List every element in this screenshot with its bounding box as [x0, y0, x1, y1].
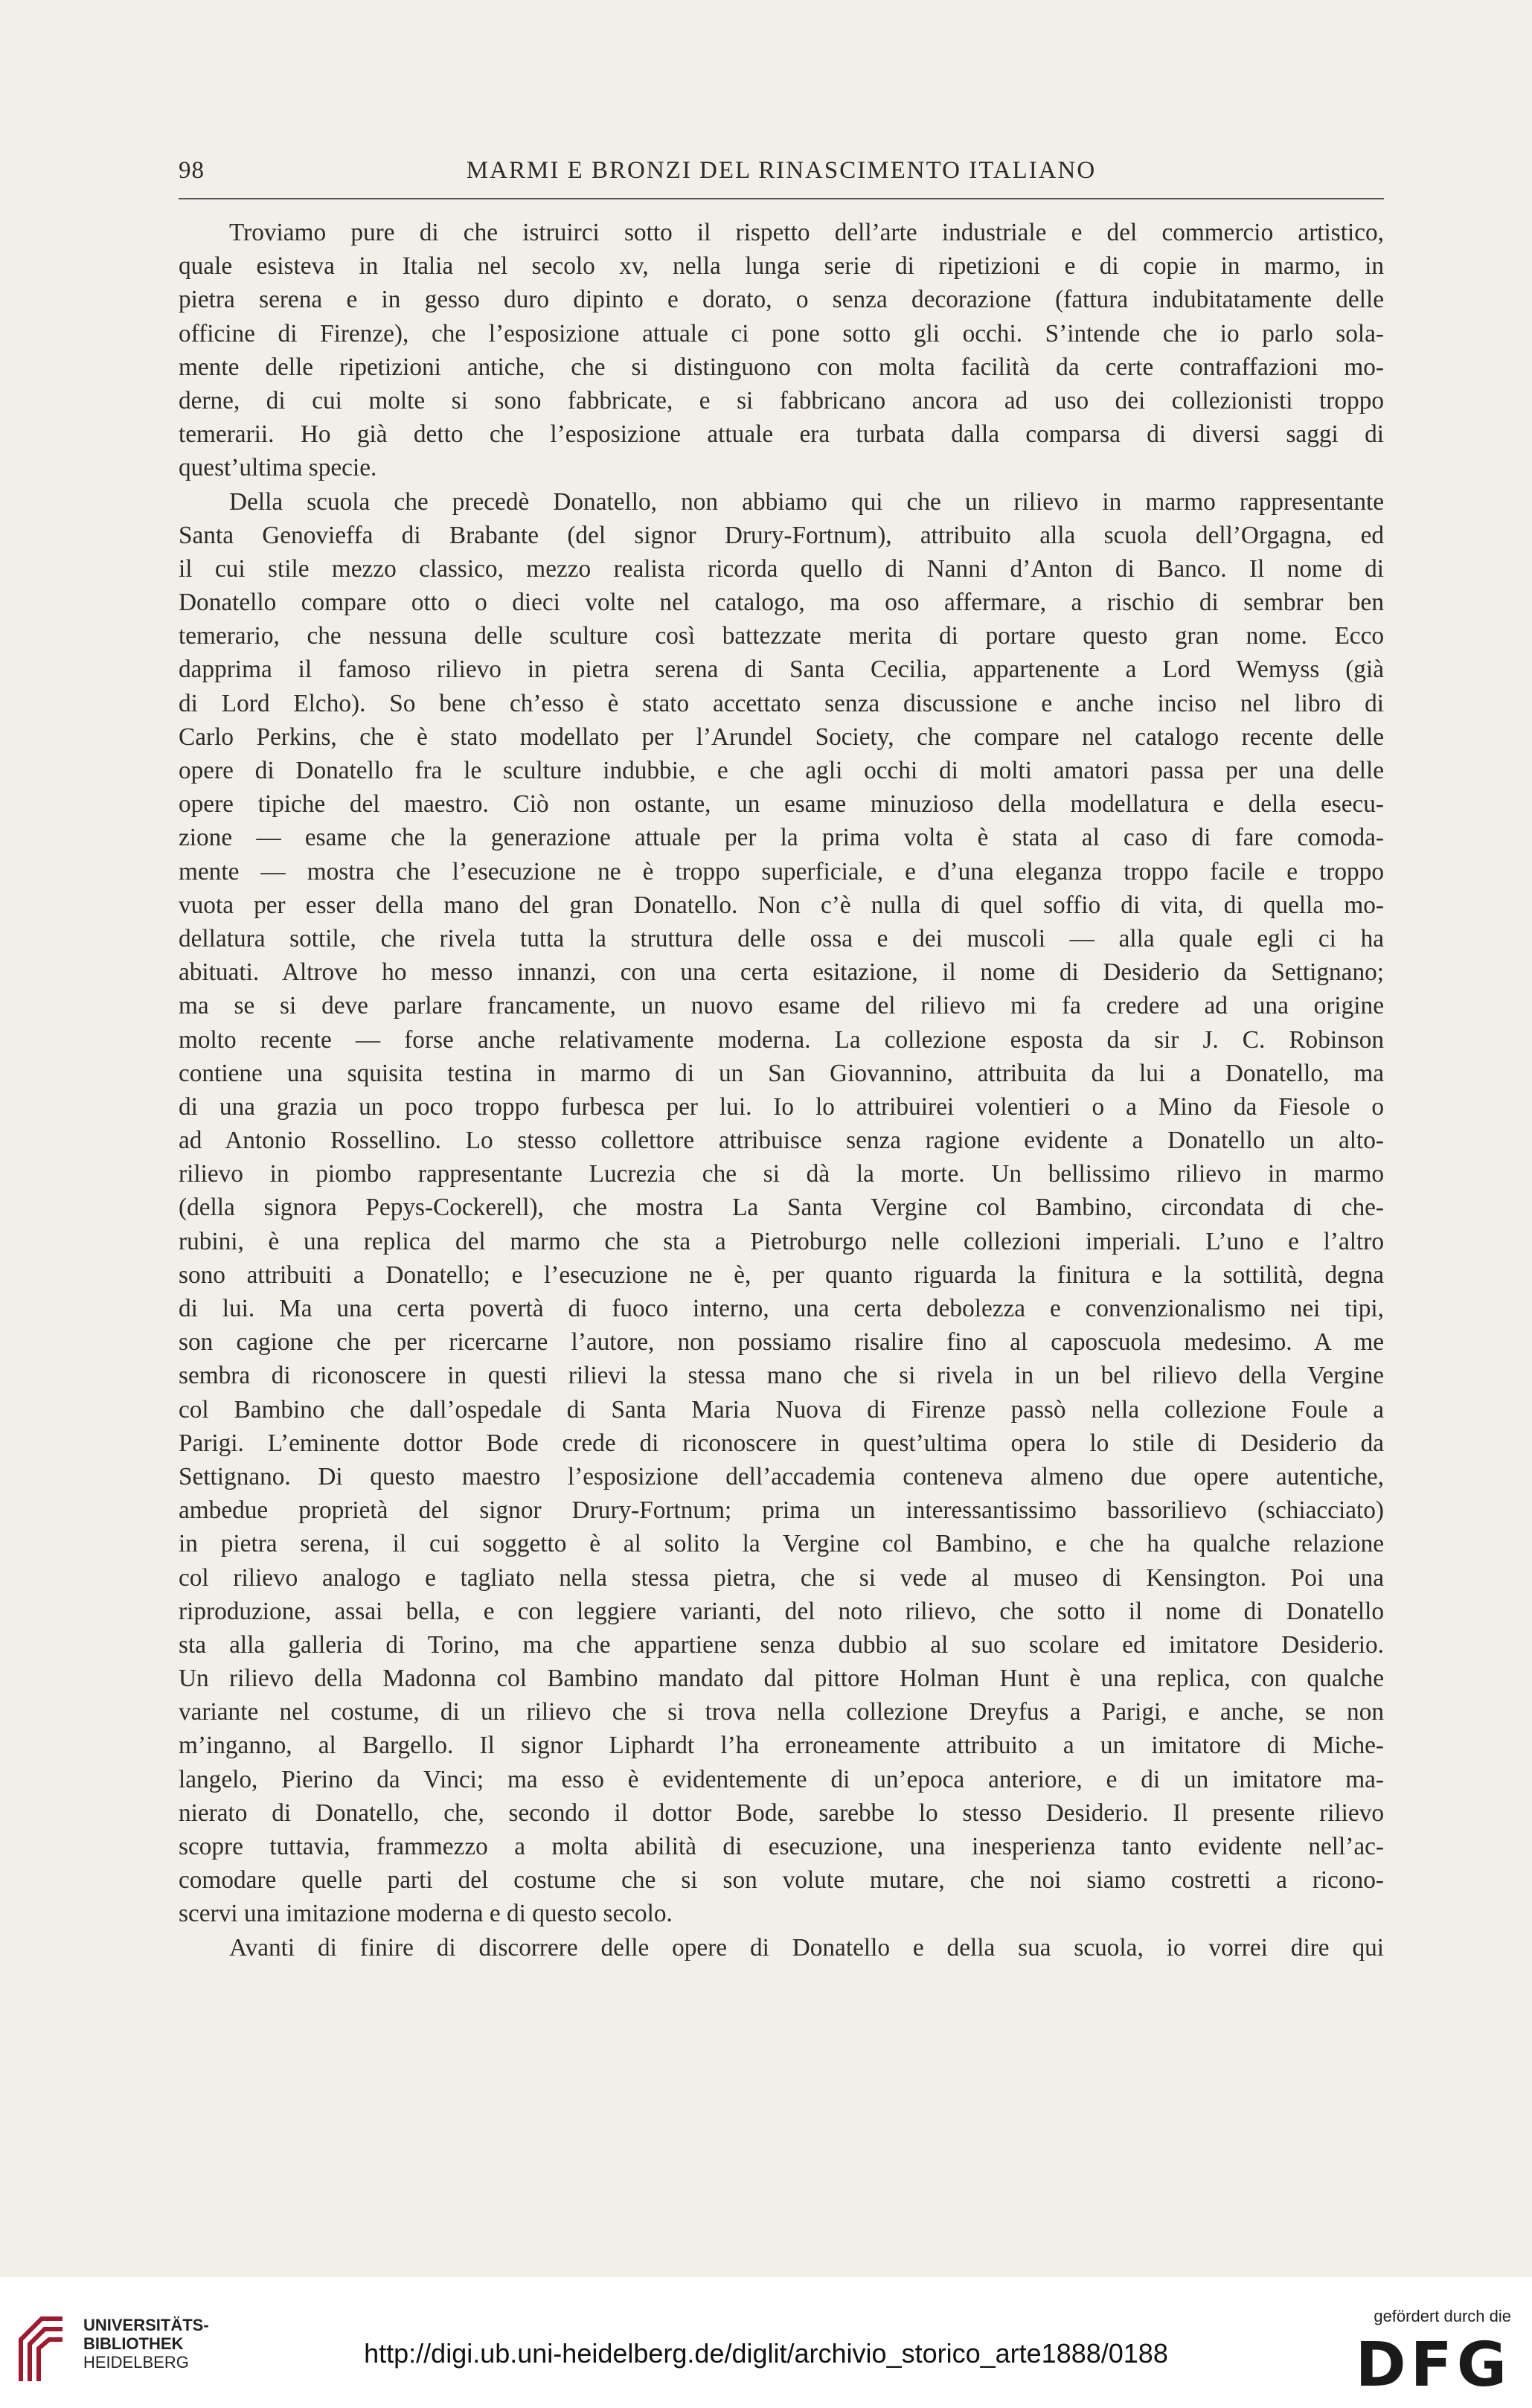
- text-line: [179, 1393, 1384, 1426]
- text-line-content: ma se si deve parlare francamente, un nuovo esame del rilievo mi fa credere ad una origine: [179, 992, 1384, 1020]
- text-line: [179, 855, 1384, 888]
- text-line: [179, 1292, 1384, 1325]
- text-line-content: di una grazia un poco troppo furbesca per lui. Io lo attribuirei volentieri o a Mino da Fiesole o: [179, 1092, 1384, 1121]
- text-line: [179, 417, 1384, 451]
- text-line-content: comodare quelle parti del costume che si son volute mutare, che noi siamo costretti a ricono-: [179, 1866, 1384, 1895]
- text-line: [179, 720, 1384, 754]
- text-line: [179, 1931, 1384, 1964]
- text-line-content: rilievo in piombo rappresentante Lucrezia che si dà la morte. Un bellissimo rilievo in marmo: [179, 1160, 1384, 1188]
- text-line: [179, 552, 1384, 586]
- text-line: [179, 1191, 1384, 1224]
- text-line: [179, 1729, 1384, 1762]
- text-line-content: Troviamo pure di che istruirci sotto il rispetto dell’arte industriale e del commercio artistico,: [229, 219, 1384, 246]
- text-line-content: pietra serena e in gesso duro dipinto e dorato, o senza decorazione (fattura indubitatamente delle: [179, 286, 1384, 314]
- text-line-content: derne, di cui molte si sono fabbricate, e si fabbricano ancora ad uso dei collezionisti troppo: [179, 386, 1384, 414]
- text-line-content: col rilievo analogo e tagliato nella stessa pietra, che si vede al museo di Kensington. Poi una: [179, 1563, 1384, 1592]
- text-line: [179, 787, 1384, 821]
- text-line: [179, 283, 1384, 316]
- text-line: [179, 922, 1384, 955]
- text-line-content: Parigi. L’eminente dottor Bode crede di riconoscere in quest’ultima opera lo stile di Desiderio da: [179, 1429, 1384, 1457]
- text-line-content: nierato di Donatello, che, secondo il dottor Bode, sarebbe lo stesso Desiderio. Il presente rilievo: [179, 1799, 1384, 1827]
- text-line-content: in pietra serena, il cui soggetto è al solito la Vergine col Bambino, e che ha qualche relazione: [179, 1530, 1384, 1558]
- text-line-content: Avanti di finire di discorrere delle opere di Donatello e della sua scuola, io vorrei dire qui: [229, 1933, 1384, 1962]
- text-line-content: contiene una squisita testina in marmo di un San Giovannino, attribuita da lui a Donatello, ma: [179, 1059, 1384, 1087]
- page-number: 98: [179, 157, 205, 184]
- text-line-content: scervi una imitazione moderna e di questo secolo.: [179, 1900, 673, 1928]
- text-line-content: Un rilievo della Madonna col Bambino mandato dal pittore Holman Hunt è una replica, con qualche: [179, 1665, 1384, 1693]
- text-line: [179, 384, 1384, 417]
- text-line: [179, 519, 1384, 552]
- text-line: [179, 451, 1384, 484]
- text-line-content: abituati. Altrove ho messo innanzi, con una certa esitazione, il nome di Desiderio da Settignano;: [179, 958, 1384, 987]
- text-line-content: rubini, è una replica del marmo che sta a Pietroburgo nelle collezioni imperiali. L’uno e l’altro: [179, 1227, 1384, 1255]
- text-line-content: dapprima il famoso rilievo in pietra serena di Santa Cecilia, appartenente a Lord Wemyss (già: [179, 656, 1384, 684]
- text-line: [179, 249, 1384, 283]
- text-line-content: quale esisteva in Italia nel secolo xv, nella lunga serie di ripetizioni e di copie in marmo, in: [179, 252, 1384, 281]
- text-line: [179, 1863, 1384, 1897]
- text-line-content: Donatello compare otto o dieci volte nel catalogo, ma oso affermare, a rischio di sembrar ben: [179, 589, 1384, 617]
- text-line: [179, 350, 1384, 384]
- library-name-line3: HEIDELBERG: [83, 2353, 189, 2372]
- text-line: [179, 1359, 1384, 1392]
- text-line: [179, 653, 1384, 686]
- text-line: [179, 888, 1384, 922]
- text-line: [179, 1595, 1384, 1628]
- text-line-content: (della signora Pepys-Cockerell), che mostra La Santa Vergine col Bambino, circondata di che-: [179, 1194, 1384, 1222]
- text-line-content: son cagione che per ricercarne l’autore, non possiamo risalire fino al caposcuola medesimo. A me: [179, 1328, 1384, 1357]
- text-line-content: Santa Genovieffa di Brabante (del signor Drury-Fortnum), attribuito alla scuola dell’Orgagna, ed: [179, 521, 1384, 549]
- text-line-content: scopre tuttavia, frammezzo a molta abilità di esecuzione, una inesperienza tanto evidente nell’ac-: [179, 1833, 1384, 1860]
- text-line: [179, 1527, 1384, 1560]
- text-line: [179, 619, 1384, 653]
- source-url-link[interactable]: http://digi.ub.uni-heidelberg.de/diglit/archivio_storico_arte1888/0188: [364, 2338, 1168, 2369]
- text-line-content: langelo, Pierino da Vinci; ma esso è evidentemente di un’epoca anteriore, e di un imitatore ma-: [179, 1765, 1384, 1793]
- text-line: [179, 1493, 1384, 1527]
- text-line: [179, 1628, 1384, 1662]
- text-line: [179, 754, 1384, 787]
- text-line-content: opere di Donatello fra le sculture indubbie, e che agli occhi di molti amatori passa per una delle: [179, 757, 1384, 784]
- text-line: [179, 821, 1384, 854]
- text-line-content: officine di Firenze), che l’esposizione attuale ci pone sotto gli occhi. S’intende che io parlo sola-: [179, 319, 1384, 348]
- text-line: [179, 485, 1384, 519]
- text-line: [179, 989, 1384, 1022]
- text-line: [179, 216, 1384, 249]
- library-name-line1: UNIVERSITÄTS-: [83, 2316, 209, 2334]
- text-line: [179, 1157, 1384, 1191]
- text-line-content: mente — mostra che l’esecuzione ne è troppo superficiale, e d’una eleganza troppo facile e troppo: [179, 857, 1384, 886]
- text-line-content: ad Antonio Rossellino. Lo stesso collettore attribuisce senza ragione evidente a Donatello un alto-: [179, 1127, 1384, 1155]
- header-rule: [179, 198, 1384, 199]
- text-line-content: sono attribuiti a Donatello; e l’esecuzione ne è, per quanto riguarda la finitura e la sottilità, degna: [179, 1261, 1384, 1289]
- text-line: [179, 317, 1384, 350]
- text-line-content: Della scuola che precedè Donatello, non abbiamo qui che un rilievo in marmo rappresentante: [229, 487, 1384, 516]
- sponsor-text: gefördert durch die: [1374, 2307, 1511, 2325]
- text-line: [179, 955, 1384, 989]
- digitization-footer: [0, 2277, 1532, 2408]
- text-line-content: di Lord Elcho). So bene ch’esso è stato accettato senza discussione e anche inciso nel libro di: [179, 689, 1384, 717]
- text-line: [179, 1023, 1384, 1057]
- running-header: [179, 152, 1384, 189]
- text-line: [179, 586, 1384, 619]
- dfg-logo: DFG: [1355, 2330, 1511, 2401]
- body-text: [179, 216, 1384, 1964]
- text-line: [179, 1090, 1384, 1124]
- text-line: [179, 1460, 1384, 1493]
- text-line-content: variante nel costume, di un rilievo che si trova nella collezione Dreyfus a Parigi, e anche, se non: [179, 1698, 1384, 1726]
- library-name-line2: BIBLIOTHEK: [83, 2334, 184, 2353]
- text-line: [179, 687, 1384, 720]
- text-line-content: dellatura sottile, che rivela tutta la struttura delle ossa e dei muscoli — alla quale egli ci ha: [179, 924, 1384, 952]
- text-line: [179, 1830, 1384, 1863]
- text-line: [179, 1225, 1384, 1258]
- text-line-content: il cui stile mezzo classico, mezzo realista ricorda quello di Nanni d’Anton di Banco. Il nome di: [179, 554, 1384, 583]
- text-line: [179, 1763, 1384, 1796]
- text-line-content: Settignano. Di questo maestro l’esposizione dell’accademia conteneva almeno due opere autentiche,: [179, 1462, 1384, 1490]
- text-line-content: temerario, che nessuna delle sculture così battezzate merita di portare questo gran nome. Ecco: [179, 622, 1384, 650]
- text-line: [179, 1561, 1384, 1595]
- running-title: MARMI E BRONZI DEL RINASCIMENTO ITALIANO: [466, 157, 1097, 184]
- text-line: [179, 1426, 1384, 1460]
- text-line-content: opere tipiche del maestro. Ciò non ostante, un esame minuzioso della modellatura e della esecu-: [179, 790, 1384, 819]
- text-line: [179, 1124, 1384, 1157]
- text-line-content: ambedue proprietà del signor Drury-Fortnum; prima un interessantissimo bassorilievo (schiacciato): [179, 1496, 1384, 1525]
- text-line: [179, 1057, 1384, 1090]
- text-line-content: Carlo Perkins, che è stato modellato per l’Arundel Society, che compare nel catalogo recente delle: [179, 723, 1384, 751]
- text-line-content: sta alla galleria di Torino, ma che appartiene senza dubbio al suo scolare ed imitatore Desiderio.: [179, 1630, 1384, 1659]
- text-line-content: mente delle ripetizioni antiche, che si distinguono con molta facilità da certe contraffazioni mo-: [179, 353, 1384, 381]
- text-line-content: vuota per esser della mano del gran Donatello. Non c’è nulla di quel soffio di vita, di quella mo-: [179, 891, 1384, 919]
- text-line-content: col Bambino che dall’ospedale di Santa Maria Nuova di Firenze passò nella collezione Foule a: [179, 1395, 1384, 1424]
- text-line: [179, 1695, 1384, 1729]
- text-line-content: quest’ultima specie.: [179, 454, 377, 482]
- text-line: [179, 1662, 1384, 1695]
- text-line: [179, 1796, 1384, 1830]
- text-line-content: m’inganno, al Bargello. Il signor Liphardt l’ha erroneamente attribuito a un imitatore di Miche-: [179, 1732, 1384, 1760]
- text-line-content: di lui. Ma una certa povertà di fuoco interno, una certa debolezza e convenzionalismo nei tipi,: [179, 1295, 1384, 1322]
- text-line-content: sembra di riconoscere in questi rilievi la stessa mano che si rivela in un bel rilievo della Vergine: [179, 1362, 1384, 1390]
- text-line: [179, 1325, 1384, 1359]
- text-line-content: riproduzione, assai bella, e con leggiere varianti, del noto rilievo, che sotto il nome di Donatello: [179, 1597, 1384, 1625]
- text-line-content: temerarii. Ho già detto che l’esposizione attuale era turbata dalla comparsa di diversi saggi di: [179, 420, 1384, 449]
- text-line-content: zione — esame che la generazione attuale per la prima volta è stata al caso di fare comoda-: [179, 824, 1384, 852]
- text-line: [179, 1897, 1384, 1930]
- text-line-content: molto recente — forse anche relativamente moderna. La collezione esposta da sir J. C. Robinson: [179, 1025, 1384, 1054]
- text-line: [179, 1258, 1384, 1292]
